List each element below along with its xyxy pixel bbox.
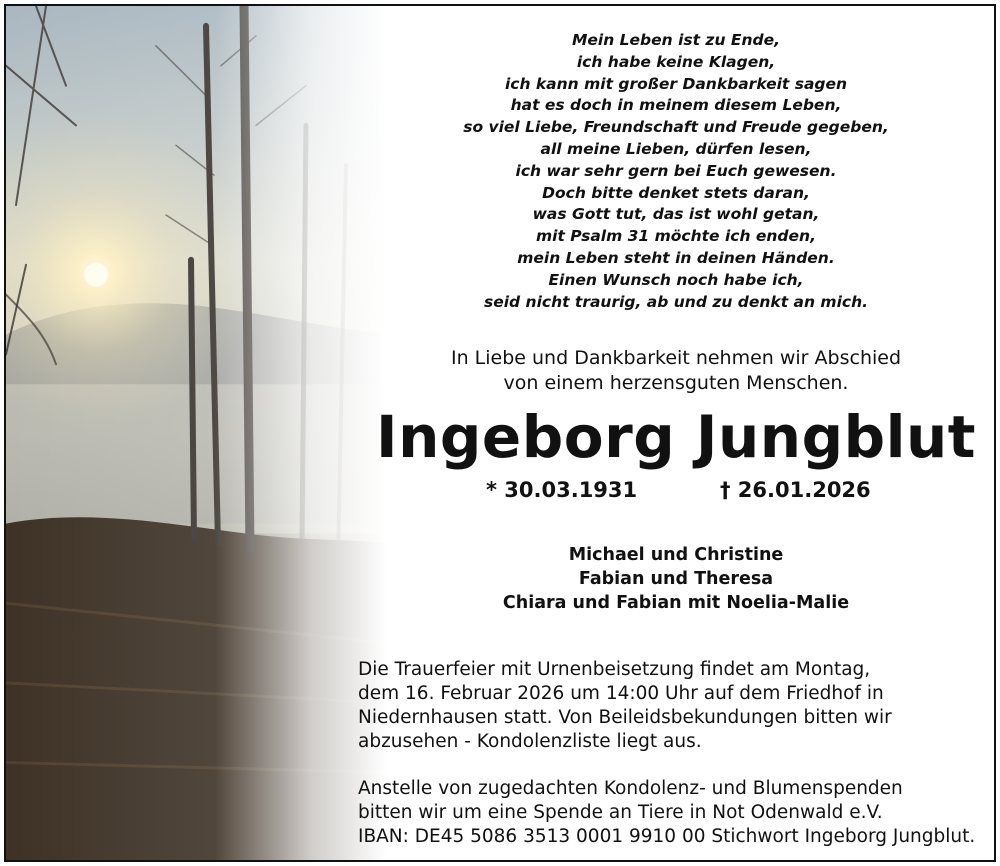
service-info — [358, 658, 996, 849]
family-member: Fabian und Theresa — [578, 569, 774, 589]
donation-info — [358, 777, 996, 849]
poem — [336, 30, 996, 313]
family-member: Michael und Christine — [568, 545, 784, 565]
deceased-name: Ingeborg Jungblut — [376, 403, 976, 471]
obituary-content — [336, 6, 996, 860]
service-line: dem 16. Februar 2026 um 14:00 Uhr auf dem Friedhof in — [358, 683, 884, 704]
forest-sunrise-photo — [6, 6, 386, 860]
poem-line: mit Psalm 31 möchte ich enden, — [536, 227, 816, 246]
farewell-line: In Liebe und Dankbarkeit nehmen wir Abschied — [450, 347, 902, 369]
poem-line: Mein Leben ist zu Ende, — [571, 31, 781, 49]
farewell-text — [336, 346, 996, 396]
poem-line: ich kann mit großer Dankbarkeit sagen — [504, 74, 848, 93]
poem-line: so viel Liebe, Freundschaft und Freude gegeben, — [463, 118, 889, 137]
obituary-frame — [4, 4, 996, 862]
family-member: Chiara und Fabian mit Noelia-Malie — [502, 593, 850, 613]
service-line: Die Trauerfeier mit Urnenbeisetzung findet am Montag, — [358, 659, 871, 680]
donation-line: IBAN: DE45 5086 3513 0001 9910 00 Stichwort Ingeborg Jungblut. — [358, 826, 976, 847]
birth-date: * 30.03.1931 — [486, 478, 638, 502]
donation-line: bitten wir um eine Spende an Tiere in Not Odenwald e.V. — [358, 802, 883, 823]
poem-line: Einen Wunsch noch habe ich, — [548, 270, 804, 289]
poem-line: all meine Lieben, dürfen lesen, — [540, 139, 812, 158]
farewell-line: von einem herzensguten Menschen. — [503, 372, 849, 394]
poem-line: seid nicht traurig, ab und zu denkt an mich. — [484, 292, 868, 311]
poem-line: ich war sehr gern bei Euch gewesen. — [515, 161, 837, 180]
donation-line: Anstelle von zugedachten Kondolenz- und Blumenspenden — [358, 778, 903, 799]
family-list — [336, 543, 996, 615]
service-line: Niedernhausen statt. Von Beileidsbekundungen bitten wir — [358, 707, 892, 728]
poem-line: mein Leben steht in deinen Händen. — [517, 248, 835, 267]
poem-line: hat es doch in meinem diesem Leben, — [510, 96, 842, 115]
poem-line: ich habe keine Klagen, — [576, 52, 776, 71]
forest-sunrise-illustration — [6, 6, 386, 860]
poem-line: was Gott tut, das ist wohl getan, — [532, 205, 820, 224]
poem-line: Doch bitte denket stets daran, — [542, 183, 810, 202]
service-line: abzusehen - Kondolenzliste liegt aus. — [358, 731, 702, 752]
death-date: † 26.01.2026 — [720, 478, 871, 502]
